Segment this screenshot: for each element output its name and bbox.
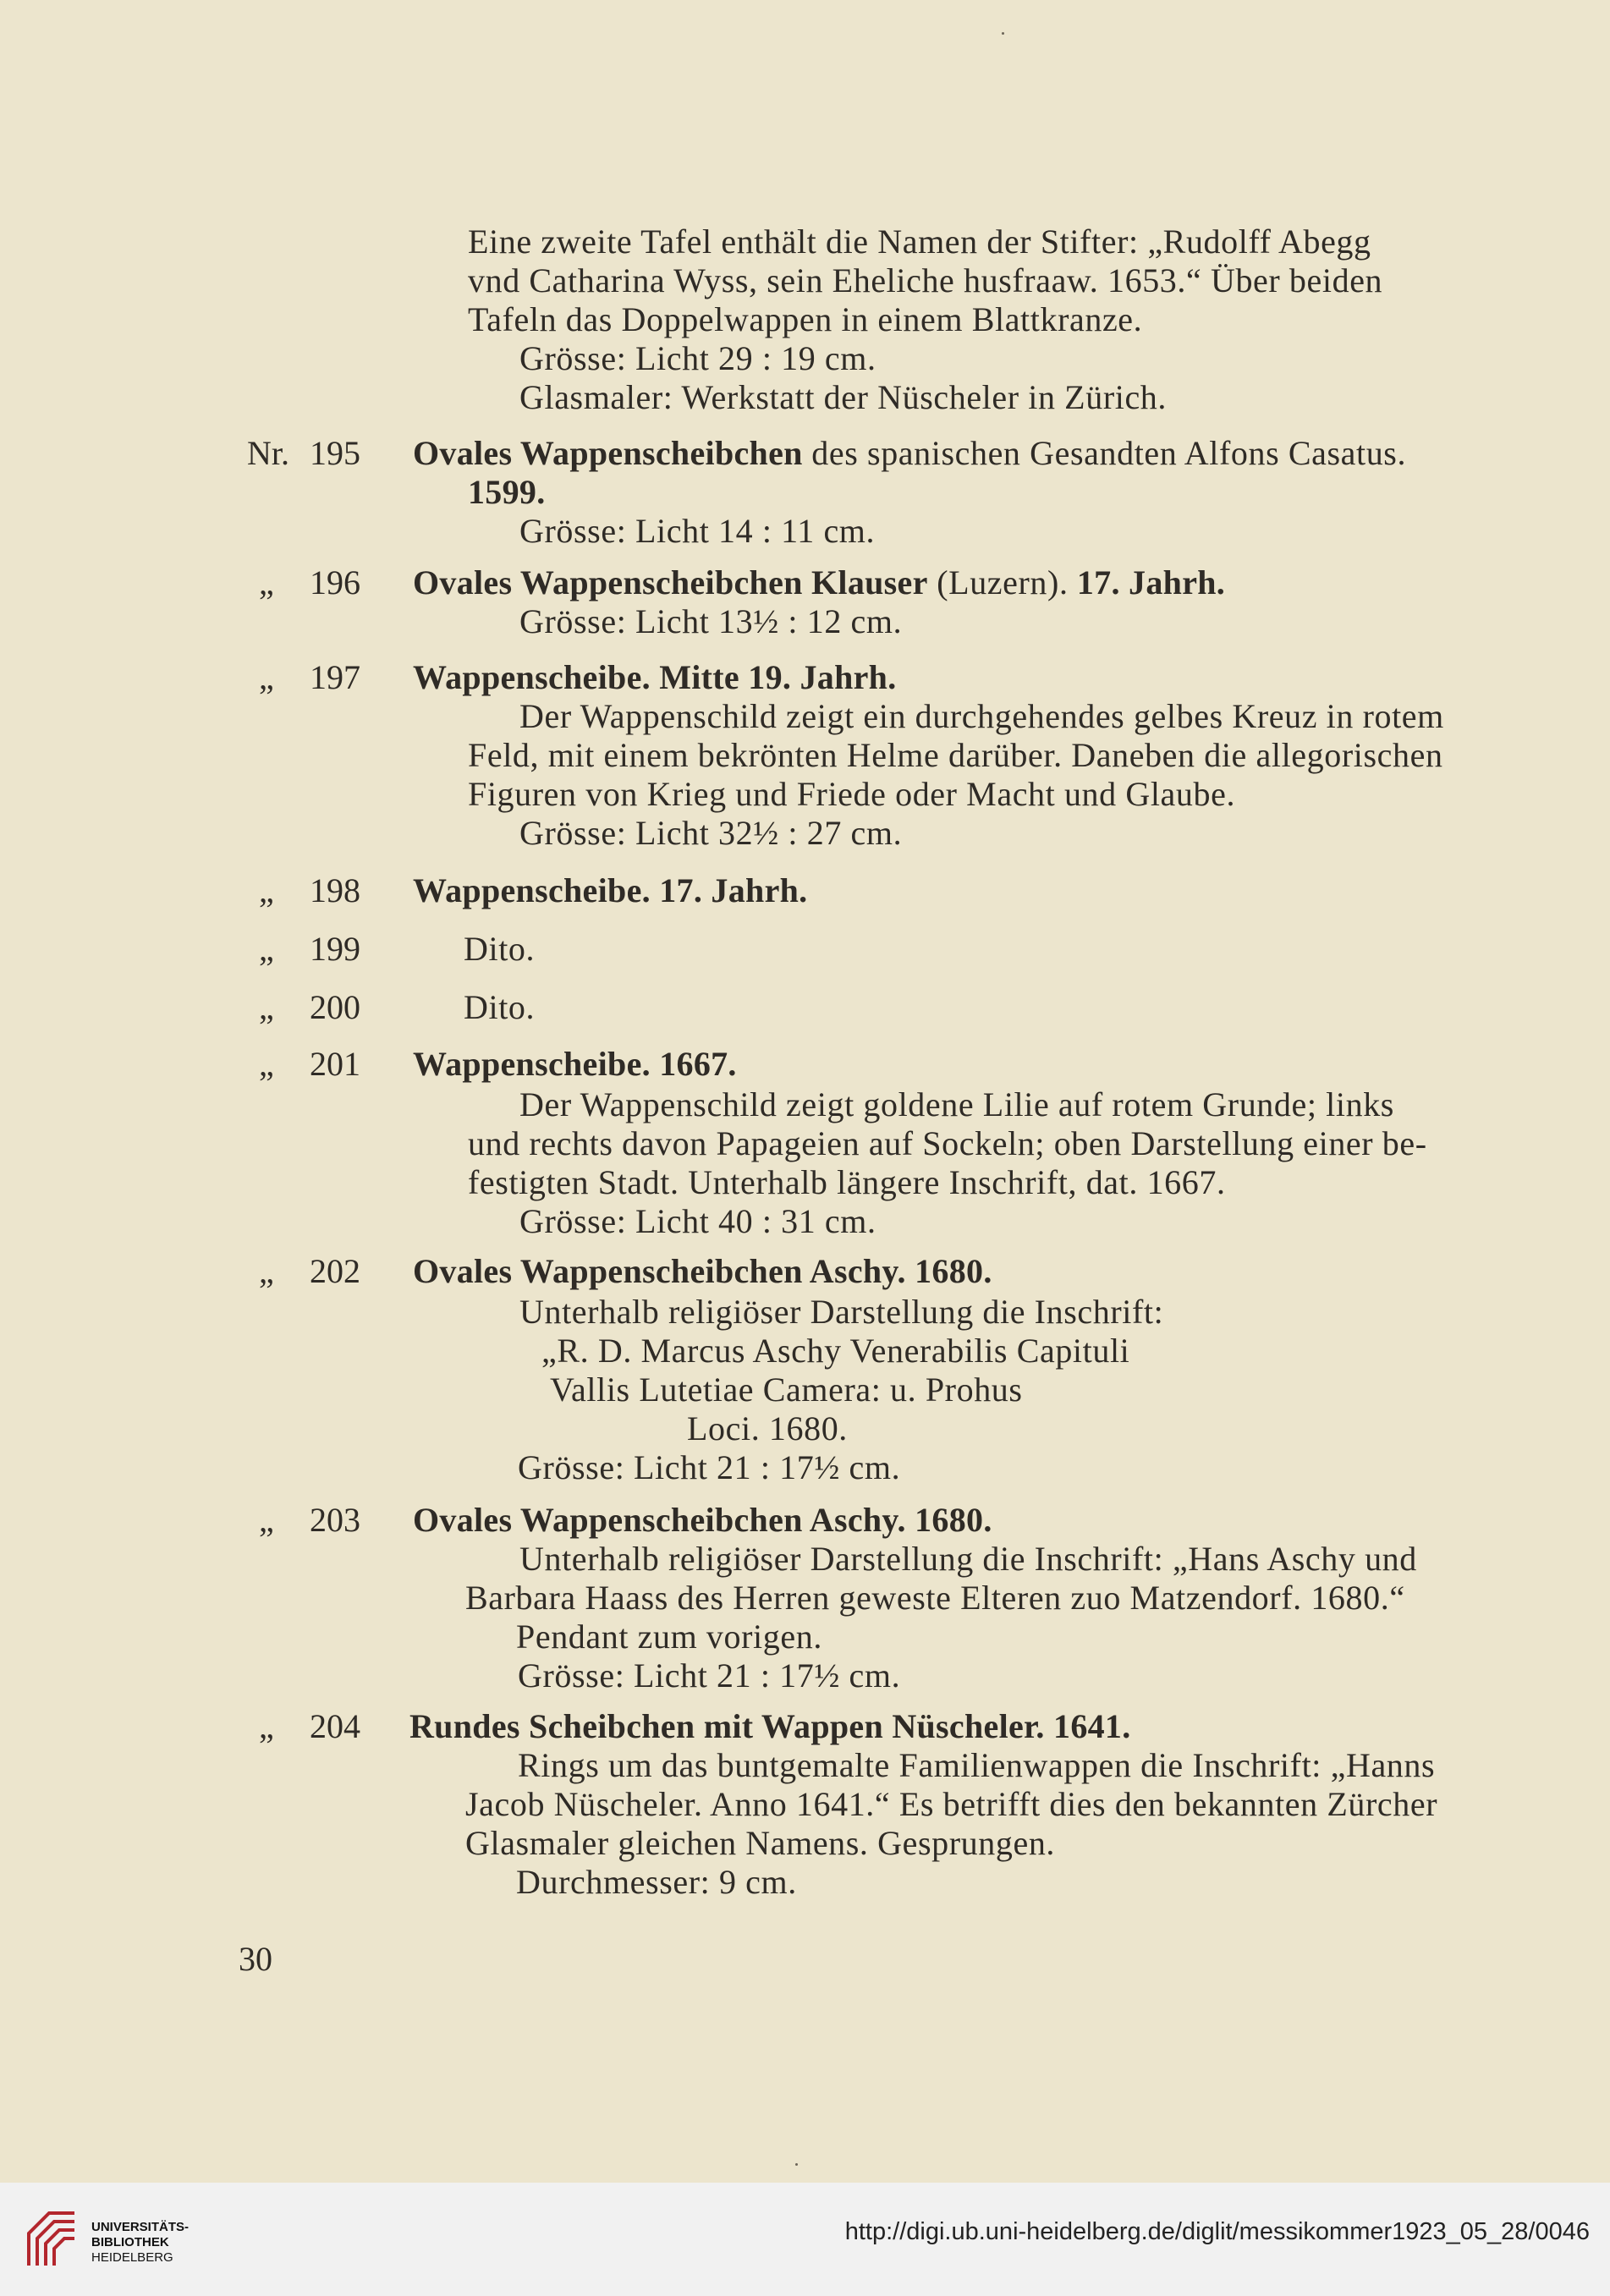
entry-prefix: „: [259, 988, 274, 1026]
entry-size: Grösse: Licht 13½ : 12 cm.: [519, 602, 903, 640]
paper-speck: [1002, 32, 1004, 35]
entry-title: Rundes Scheibchen mit Wappen Nüscheler. 1641.: [409, 1707, 1131, 1745]
entry-description: Unterhalb religiöser Darstellung die Inschrift:: [519, 1293, 1164, 1331]
inscription-line: „R. D. Marcus Aschy Venerabilis Capituli: [541, 1332, 1130, 1370]
entry-title-bold: Ovales Wappenscheibchen: [413, 434, 803, 472]
entry-description: Figuren von Krieg und Friede oder Macht und Glaube.: [468, 775, 1236, 813]
entry-title-bold: Ovales Wappenscheibchen Klauser: [413, 563, 928, 601]
entry-title: Ovales Wappenscheibchen Aschy. 1680.: [413, 1501, 992, 1539]
entry-size: Grösse: Licht 21 : 17½ cm.: [518, 1448, 901, 1486]
entry-prefix: „: [259, 1707, 274, 1745]
intro-line: Tafeln das Doppelwappen in einem Blattkranze.: [468, 300, 1143, 338]
page-number: 30: [239, 1940, 272, 1978]
library-logo-icon: [24, 2208, 86, 2271]
source-url-link[interactable]: http://digi.ub.uni-heidelberg.de/diglit/messikommer1923_05_28/0046: [844, 2218, 1590, 2245]
entry-number: 197: [310, 658, 360, 696]
intro-line: vnd Catharina Wyss, sein Eheliche husfraaw. 1653.“ Über beiden: [468, 261, 1383, 299]
library-name: [91, 2220, 189, 2266]
entry-prefix: „: [259, 871, 274, 909]
entry-number: 195: [310, 434, 360, 472]
entry-size: Durchmesser: 9 cm.: [516, 1863, 797, 1901]
entry-description: Der Wappenschild zeigt goldene Lilie auf rotem Grunde; links: [519, 1085, 1394, 1123]
entry-description: und rechts davon Papageien auf Sockeln; oben Darstellung einer be-: [468, 1124, 1427, 1162]
entry-number: 199: [310, 930, 360, 968]
library-name-line3: HEIDELBERG: [91, 2250, 173, 2265]
paper-speck: [795, 2163, 798, 2166]
intro-line: Eine zweite Tafel enthält die Namen der Stifter: „Rudolff Abegg: [468, 222, 1371, 261]
entry-description: Der Wappenschild zeigt ein durchgehendes gelbes Kreuz in rotem: [519, 697, 1444, 735]
entry-description: Glasmaler gleichen Namens. Gesprungen.: [465, 1824, 1056, 1862]
entry-title-rest: des spanischen Gesandten Alfons Casatus.: [802, 434, 1407, 472]
entry-number: 200: [310, 988, 360, 1026]
entry-description: Barbara Haass des Herren geweste Elteren zuo Matzendorf. 1680.“: [465, 1579, 1405, 1617]
entry-title: [413, 434, 1406, 473]
entry-title-rest: (Luzern).: [927, 563, 1069, 601]
entry-title: Ovales Wappenscheibchen Aschy. 1680.: [413, 1252, 992, 1290]
entry-description: festigten Stadt. Unterhalb längere Inschrift, dat. 1667.: [468, 1163, 1226, 1201]
entry-number: 198: [310, 871, 360, 909]
entry-description: Unterhalb religiöser Darstellung die Inschrift: „Hans Aschy und: [519, 1540, 1417, 1578]
entry-description: Jacob Nüscheler. Anno 1641.“ Es betrifft dies den bekannten Zürcher: [465, 1785, 1438, 1823]
intro-glasmaler: Glasmaler: Werkstatt der Nüscheler in Zürich.: [519, 378, 1168, 416]
entry-description: Rings um das buntgemalte Familienwappen die Inschrift: „Hanns: [518, 1746, 1436, 1784]
entry-number: 196: [310, 563, 360, 601]
entry-prefix: „: [259, 930, 274, 968]
entry-title-bold-2: 17. Jahrh.: [1068, 563, 1226, 601]
entry-number: 204: [310, 1707, 360, 1745]
footer-bar: [0, 2183, 1610, 2296]
entry-title: Wappenscheibe. 1667.: [413, 1045, 737, 1083]
entry-description: Pendant zum vorigen.: [516, 1618, 822, 1656]
entry-title: Wappenscheibe. 17. Jahrh.: [413, 871, 808, 909]
inscription-line: Loci. 1680.: [687, 1409, 848, 1447]
entry-title: Dito.: [464, 988, 536, 1026]
entry-size: Grösse: Licht 14 : 11 cm.: [519, 512, 876, 550]
entry-prefix: „: [259, 658, 274, 696]
entry-description: Feld, mit einem bekrönten Helme darüber. Daneben die allegorischen: [468, 736, 1443, 774]
entry-prefix: „: [259, 563, 274, 601]
intro-size: Grösse: Licht 29 : 19 cm.: [519, 339, 876, 377]
library-name-line1: UNIVERSITÄTS-: [91, 2220, 190, 2234]
entry-size: Grösse: Licht 40 : 31 cm.: [519, 1202, 876, 1240]
entry-size: Grösse: Licht 32½ : 27 cm.: [519, 814, 903, 852]
entry-year: 1599.: [468, 473, 546, 511]
entry-number: 201: [310, 1045, 360, 1083]
entry-prefix: „: [259, 1252, 274, 1290]
entry-prefix: „: [259, 1045, 274, 1083]
inscription-line: Vallis Lutetiae Camera: u. Prohus: [550, 1370, 1023, 1409]
entry-title: [413, 563, 1225, 602]
library-name-line2: BIBLIOTHEK: [91, 2235, 169, 2249]
entry-title: Wappenscheibe. Mitte 19. Jahrh.: [413, 658, 897, 696]
entry-number: 203: [310, 1501, 360, 1539]
entry-size: Grösse: Licht 21 : 17½ cm.: [518, 1656, 901, 1695]
entry-number: 202: [310, 1252, 360, 1290]
entry-title: Dito.: [464, 930, 536, 968]
entry-prefix: Nr.: [247, 434, 289, 472]
entry-prefix: „: [259, 1501, 274, 1539]
